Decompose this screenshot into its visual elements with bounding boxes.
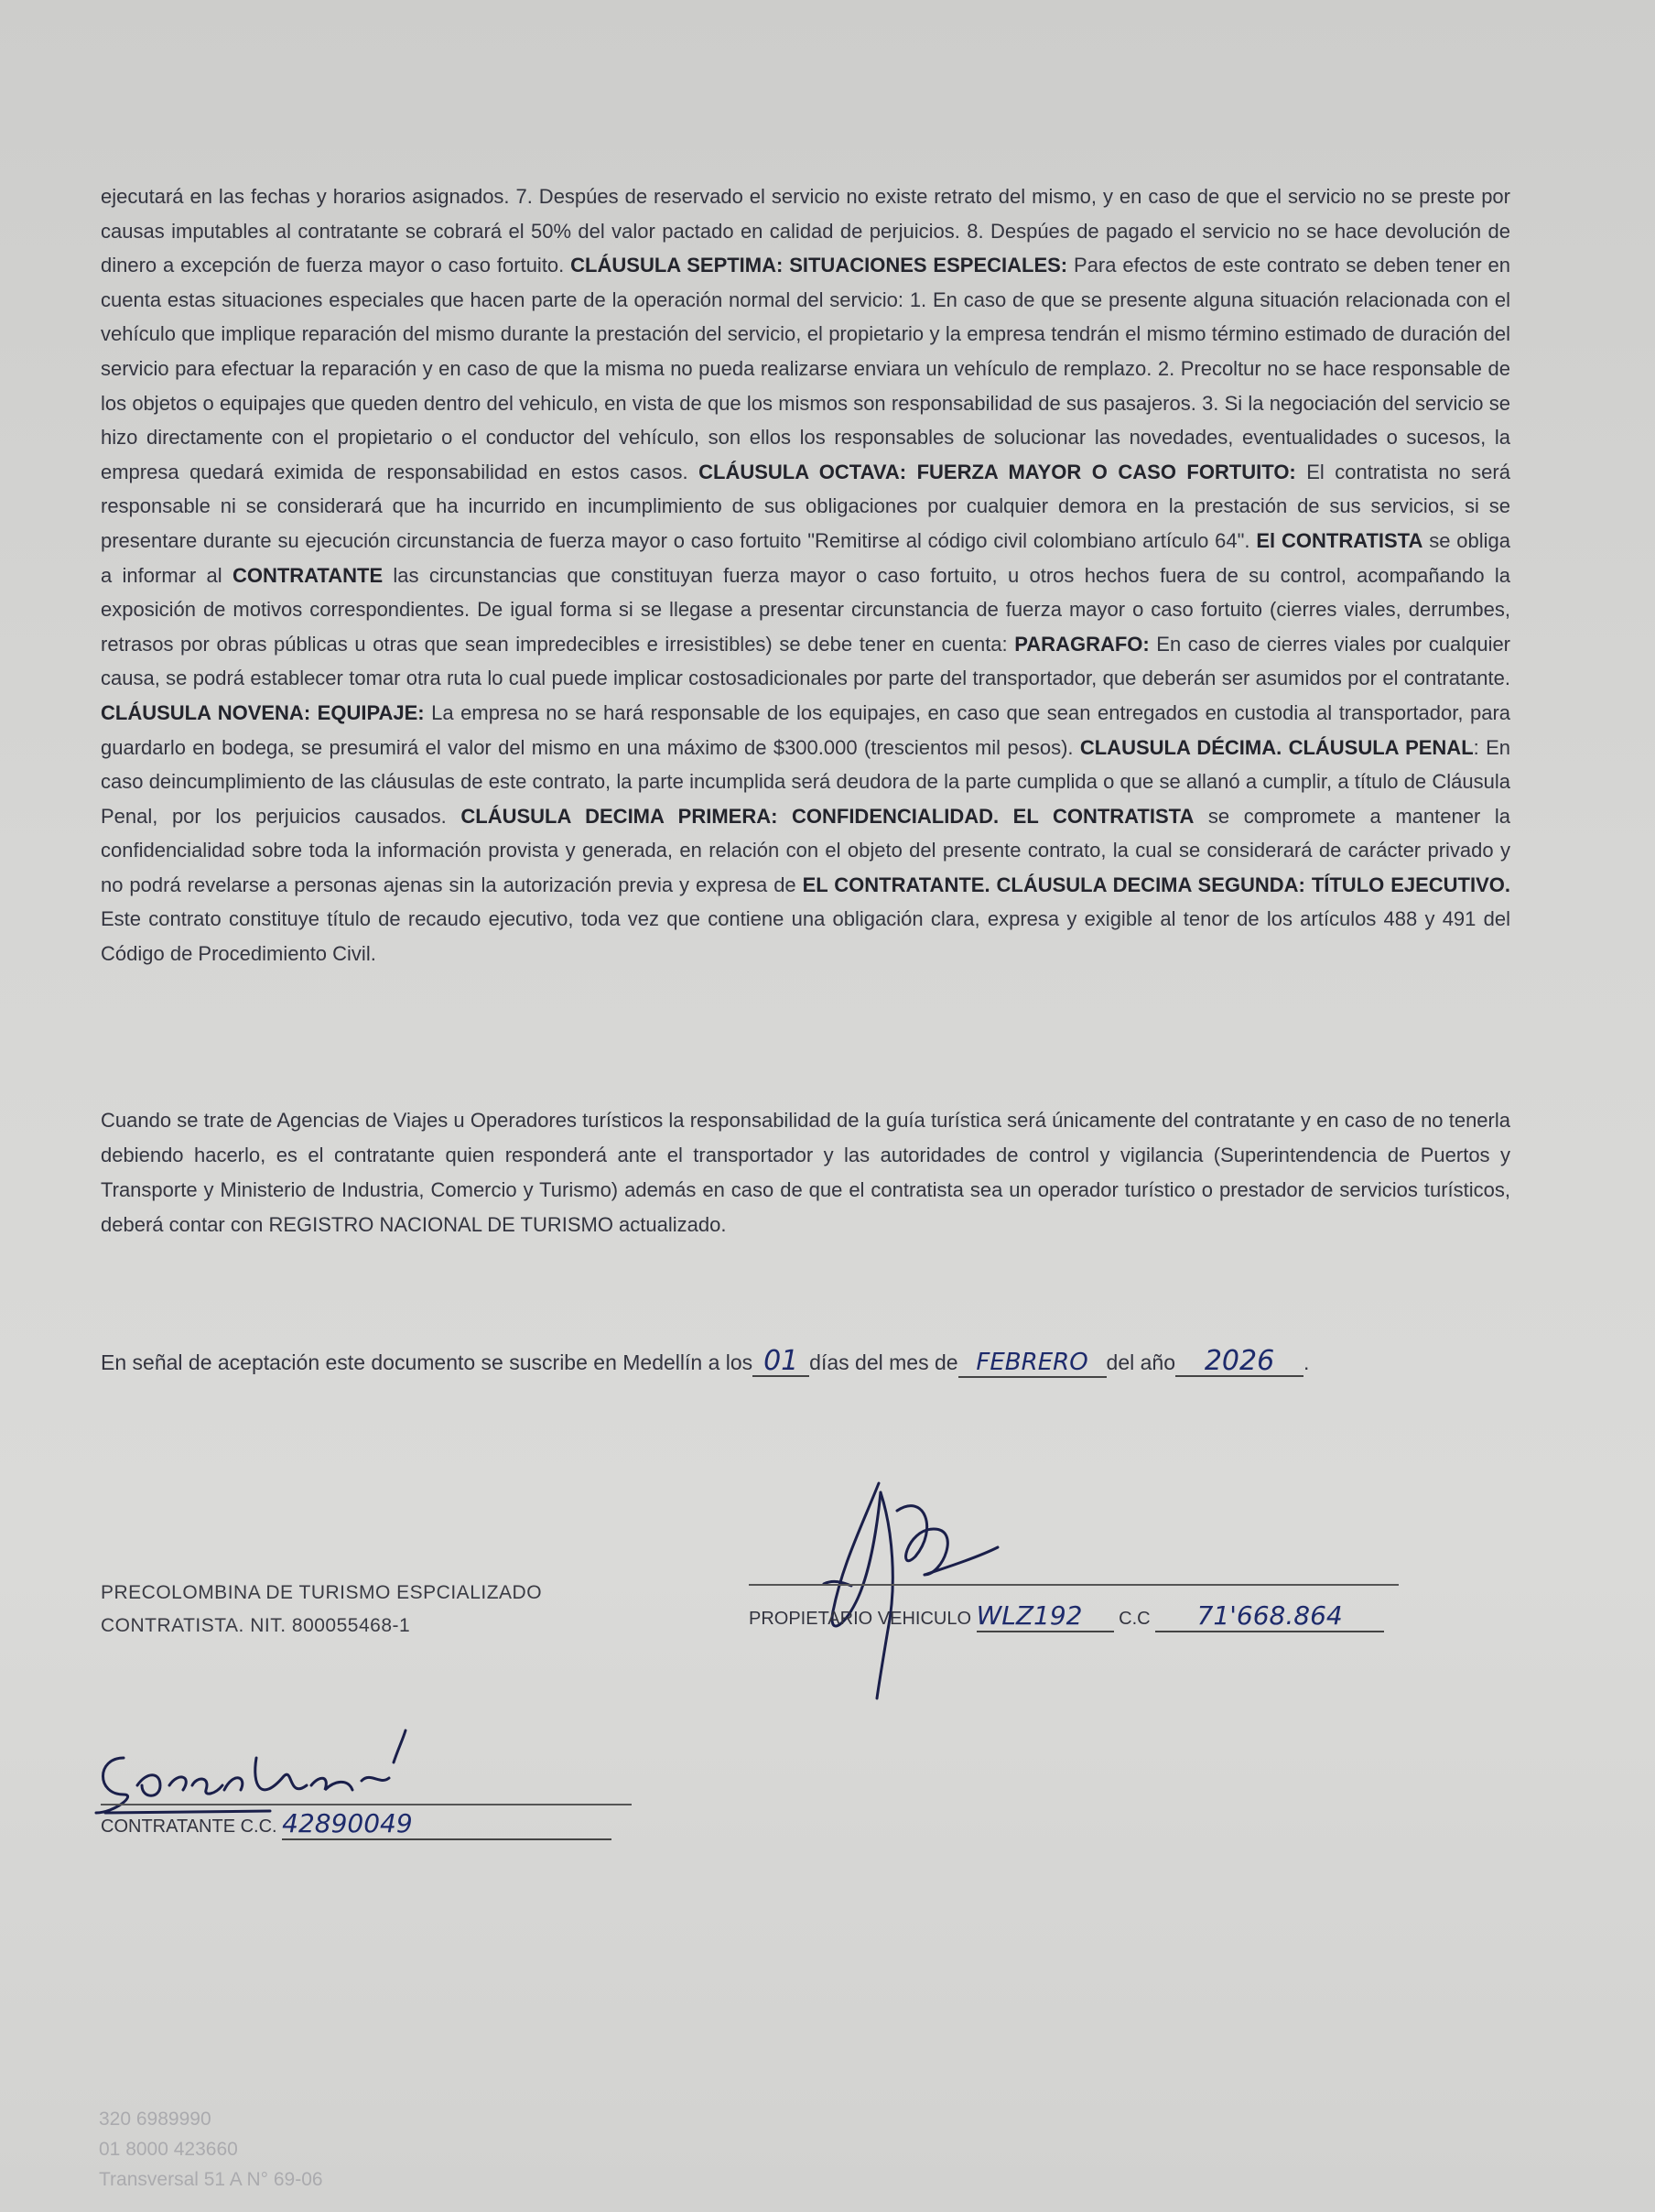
clause-heading: CLÁUSULA NOVENA: EQUIPAJE: — [101, 700, 425, 724]
company-name: PRECOLOMBINA DE TURISMO ESPCIALIZADO — [101, 1582, 543, 1603]
clause-heading: CLAUSULA DÉCIMA. CLÁUSULA PENAL — [1079, 735, 1474, 759]
owner-label: PROPIETARIO VEHICULO — [749, 1609, 972, 1629]
contract-clauses-paragraph — [101, 179, 1510, 971]
footer-phone2: 01 8000 423660 — [99, 2139, 238, 2160]
clause-text: La empresa no se hará responsable de los equipajes, en caso que sean entregados en custodia al transportador, para guardarlo en bodega, se presumirá el valor del mismo en una máximo de $300.000 (trescientos mil pesos). — [101, 700, 1511, 759]
month-field: FEBRERO — [958, 1349, 1107, 1378]
clause-text: Este contrato constituye título de recaudo ejecutivo, toda vez que contiene una obligación clara, expresa y exigible al tenor de los artículos 488 y 491 del Código de Procedimiento Civil. — [101, 907, 1510, 966]
clause-text: : En caso deincumplimiento de las cláusulas de este contrato, la parte incumplida será deudora de la parte cumplida o que se allanó a cumplir, a título de Cláusula Penal, por los perjuicios causados. — [101, 735, 1510, 828]
clause-heading: El CONTRATISTA — [1256, 528, 1423, 552]
clause-text: se compromete a mantener la confidencialidad sobre toda la información provista y generada, en relación con el objeto del presente contrato, la cual se considerará de carácter privado y no podrá revelarse a personas ajenas sin la autorización previa y expresa de — [101, 804, 1510, 896]
owner-signature-line — [749, 1584, 1399, 1586]
owner-line — [749, 1600, 1384, 1632]
acceptance-middle1: días del mes de — [809, 1350, 958, 1374]
year-field: 2026 — [1175, 1348, 1303, 1377]
clause-text: El contratista no será responsable ni se considerará que ha incurrido en incumplimiento de sus obligaciones por cualquier demora en la prestación de sus servicios, si se presentare durante su ejecución circunstancia de fuerza mayor o caso fortuito "Remitirse al código civil colombiano artículo 64". — [101, 460, 1510, 552]
contratante-label: CONTRATANTE C.C. — [101, 1816, 277, 1837]
clause-text: se obliga a informar al — [101, 528, 1511, 587]
footer-address: Transversal 51 A N° 69-06 — [99, 2169, 323, 2190]
owner-cc: 71'668.864 — [1155, 1600, 1384, 1632]
acceptance-suffix: . — [1303, 1350, 1310, 1374]
footer-phone1: 320 6989990 — [99, 2109, 211, 2130]
contratante-signature-line — [101, 1804, 632, 1805]
clause-text: Para efectos de este contrato se deben tener en cuenta estas situaciones especiales que hacen parte de la operación normal del servicio: 1. En caso de que se presente alguna situación relacionada con el vehículo que implique reparación del mismo durante la prestación del servicio, el propietario y la empresa tendrán el mismo término estimado de duración del servicio para efectuar la reparación y en caso de que la misma no pueda realizarse enviara un vehículo de remplazo. 2. Precoltur no se hace responsable de los objetos o equipajes que queden dentro del vehiculo, en vista de que los mismos son responsabilidad de sus pasajeros. 3. Si la negociación del servicio se hizo directamente con el propietario o el conductor del vehículo, son ellos los responsables de solucionar las novedades, eventualidades o sucesos, la empresa quedará eximida de responsabilidad en estos casos. — [101, 254, 1511, 483]
clause-heading: CLÁUSULA OCTAVA: FUERZA MAYOR O CASO FORTUITO: — [698, 460, 1296, 483]
day-field: 01 — [752, 1348, 809, 1377]
acceptance-prefix: En señal de aceptación este documento se suscribe en Medellín a los — [101, 1350, 753, 1374]
company-nit: CONTRATISTA. NIT. 800055468-1 — [101, 1615, 411, 1636]
clause-text: En caso de cierres viales por cualquier causa, se podrá establecer tomar otra ruta lo cual puede implicar costosadicionales por parte del transportador, que deberán ser asumidos por el contratante. — [101, 632, 1511, 690]
owner-cc-label: C.C — [1119, 1609, 1151, 1629]
company-block — [101, 1577, 542, 1643]
clause-heading: CLÁUSULA DECIMA PRIMERA: CONFIDENCIALIDAD. EL CONTRATISTA — [460, 804, 1195, 828]
clause-heading: PARAGRAFO: — [1014, 632, 1150, 656]
owner-signature-icon — [806, 1474, 1025, 1703]
owner-plate: WLZ192 — [977, 1600, 1114, 1632]
clause-text: ejecutará en las fechas y horarios asignados. 7. Despúes de reservado el servicio no existe retrato del mismo, y en caso de que el servicio no se preste por causas imputables al contratante se cobrará el 50% del valor pactado en calidad de perjuicios. 8. Despúes de pagado el servicio no se hace devolución de dinero a excepción de fuerza mayor o caso fortuito. — [101, 185, 1510, 277]
clause-heading: CONTRATANTE — [232, 563, 384, 587]
contratante-cc: 42890049 — [282, 1808, 611, 1840]
contratante-signature-icon — [87, 1721, 435, 1822]
contratante-line — [101, 1808, 611, 1840]
clause-heading: CLÁUSULA SEPTIMA: SITUACIONES ESPECIALES: — [570, 254, 1068, 277]
acceptance-middle2: del año — [1106, 1350, 1176, 1374]
clause-text: las circunstancias que constituyan fuerza mayor o caso fortuito, u otros hechos fuera de su control, acompañando la exposición de motivos correspondientes. De igual forma si se llegase a presentar circunstancia de fuerza mayor o caso fortuito (cierres viales, derrumbes, retrasos por obras públicas u otras que sean impredecibles e irresistibles) se debe tener en cuenta: — [101, 563, 1510, 656]
tour-operator-paragraph: Cuando se trate de Agencias de Viajes u Operadores turísticos la responsabilidad de la guía turística será únicamente del contratante y en caso de no tenerla debiendo hacerlo, es el contratante quien responderá ante el transportador y las autoridades de control y vigilancia (Superintendencia de Puertos y Transporte y Ministerio de Industria, Comercio y Turismo) además en caso de que el contratista sea un operador turístico o prestador de servicios turísticos, deberá contar con REGISTRO NACIONAL DE TURISMO actualizado. — [101, 1109, 1510, 1236]
footer-contact — [99, 2104, 323, 2195]
clause-heading: EL CONTRATANTE. CLÁUSULA DECIMA SEGUNDA: TÍTULO EJECUTIVO. — [802, 873, 1510, 896]
acceptance-line — [101, 1345, 1310, 1378]
